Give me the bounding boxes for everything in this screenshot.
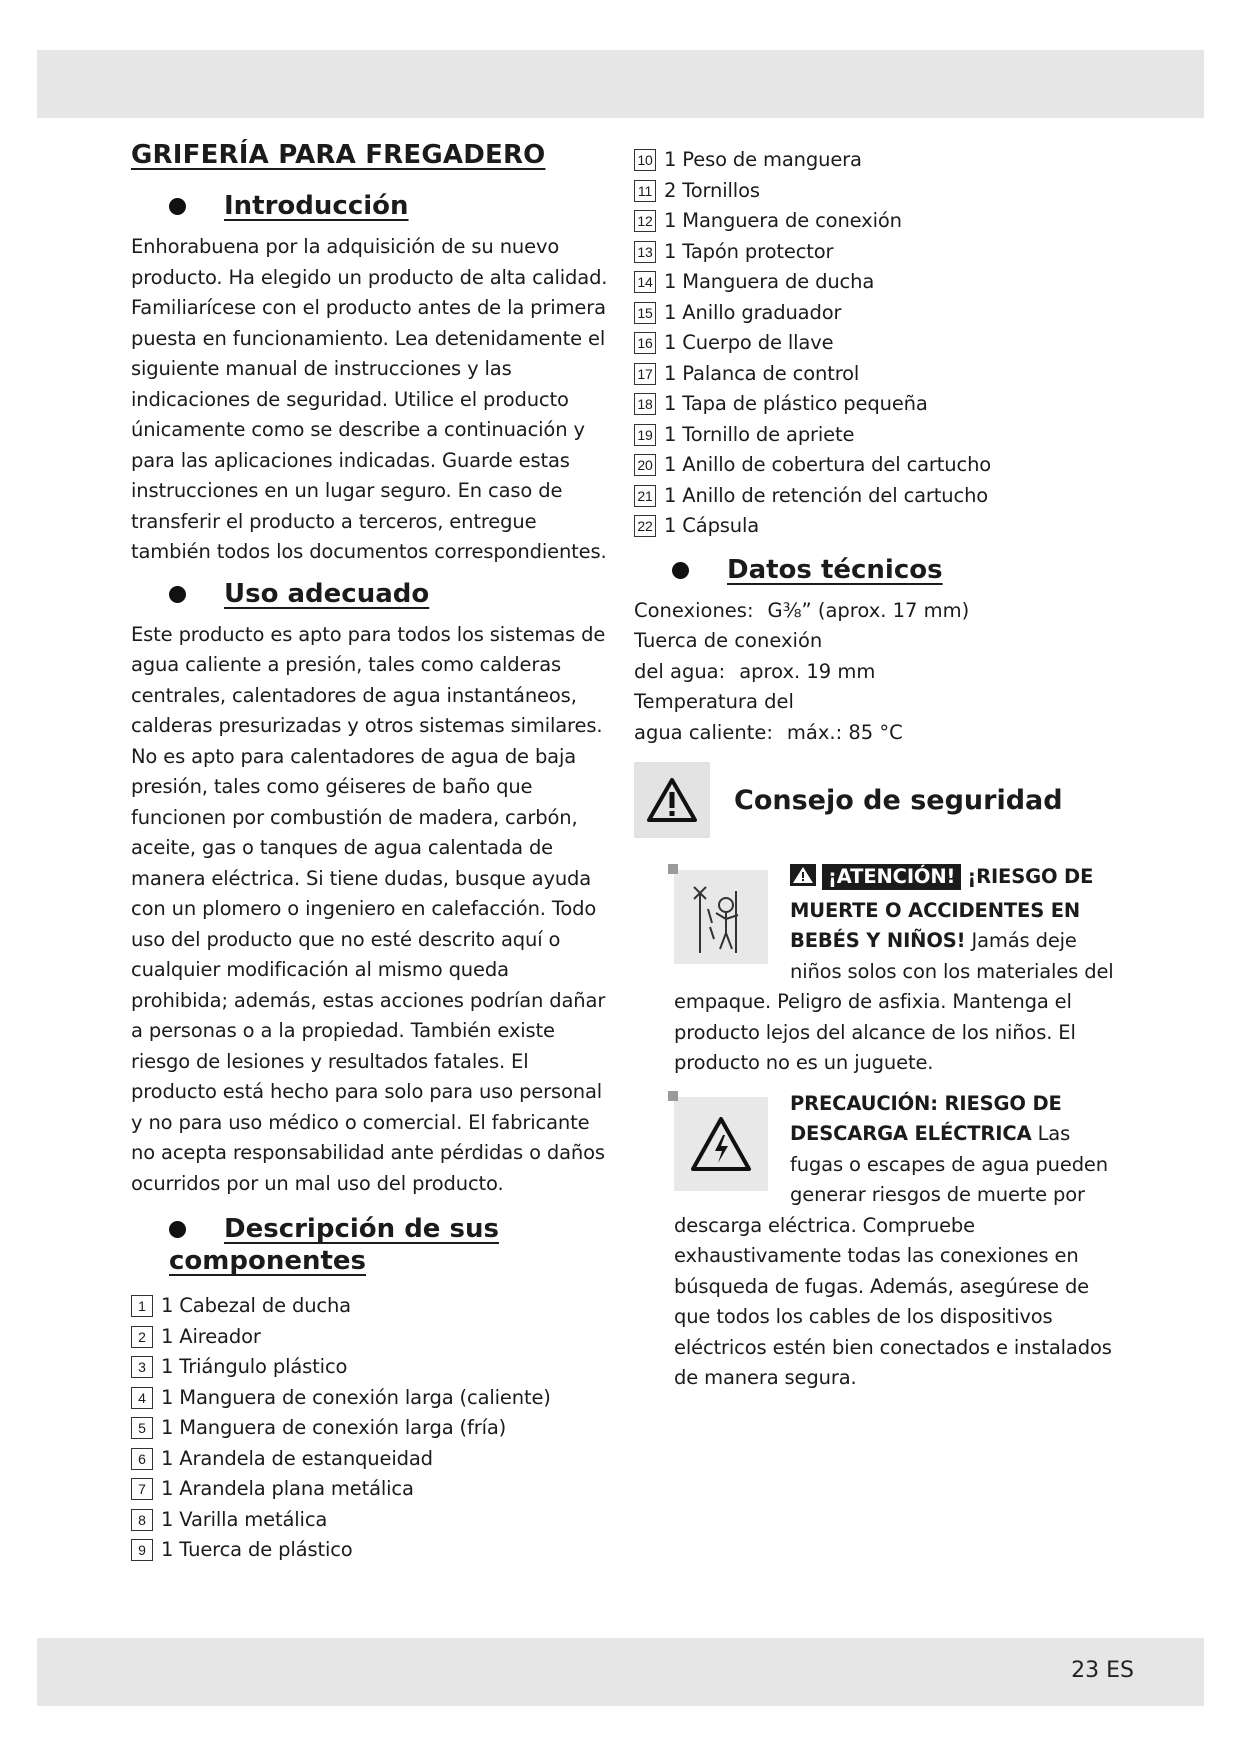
- component-label: 1 Manguera de conexión: [664, 209, 902, 232]
- intro-heading: Introducción: [131, 190, 611, 222]
- component-label: 1 Arandela plana metálica: [161, 1477, 414, 1500]
- component-item: [634, 267, 1114, 298]
- component-number: 16: [634, 332, 656, 354]
- warning-electric: [674, 1089, 1114, 1394]
- component-item: [634, 145, 1114, 176]
- tech-heading: Datos técnicos: [634, 554, 1114, 586]
- component-item: [634, 206, 1114, 237]
- component-label: 1 Tapa de plástico pequeña: [664, 392, 928, 415]
- bullet-icon: [169, 1221, 186, 1238]
- component-label: 1 Anillo de cobertura del cartucho: [664, 453, 992, 476]
- component-item: [634, 481, 1114, 512]
- header-band: [37, 50, 1204, 118]
- electric-hazard-icon: [674, 1097, 768, 1191]
- component-label: 1 Cuerpo de llave: [664, 331, 834, 354]
- component-number: 8: [131, 1509, 153, 1531]
- component-number: 13: [634, 241, 656, 263]
- component-label: 1 Tapón protector: [664, 239, 834, 263]
- component-item: [131, 1474, 611, 1505]
- component-item: [131, 1291, 611, 1322]
- component-number: 15: [634, 302, 656, 324]
- child-hazard-icon: [674, 870, 768, 964]
- component-label: 1 Varilla metálica: [161, 1507, 328, 1531]
- component-label: 1 Manguera de conexión larga (fría): [161, 1416, 507, 1439]
- footer-band: [37, 1638, 1204, 1706]
- tech-caliente: agua caliente: máx.: 85 °C: [634, 720, 903, 744]
- component-item: [131, 1505, 611, 1536]
- component-number: 17: [634, 363, 656, 385]
- component-label: 1 Anillo de retención del cartucho: [664, 483, 989, 507]
- component-label: 1 Anillo graduador: [664, 300, 842, 324]
- page-title: GRIFERÍA PARA FREGADERO: [131, 140, 546, 170]
- component-label: 1 Cabezal de ducha: [161, 1294, 351, 1317]
- component-number: 21: [634, 485, 656, 507]
- component-number: 19: [634, 424, 656, 446]
- component-item: [131, 1322, 611, 1353]
- warning-triangle-icon: [634, 762, 710, 838]
- page-number: 23 ES: [1071, 1658, 1134, 1683]
- component-item: [634, 511, 1114, 542]
- component-number: 2: [131, 1326, 153, 1348]
- component-number: 11: [634, 180, 656, 202]
- component-number: 22: [634, 515, 656, 537]
- warning-children-text: ¡ATENCIÓN! ¡RIESGO DE MUERTE O ACCIDENTES EN BEBÉS Y NIÑOS! Jamás deje niños solos con los materiales del empaque. Peligro de asfixia. Mantenga el producto lejos del alcance de los niños. El producto no es un juguete.: [674, 865, 1114, 1074]
- component-label: 1 Peso de manguera: [664, 148, 862, 171]
- components-list-left: [131, 1291, 611, 1566]
- component-label: 1 Tornillo de apriete: [664, 422, 855, 446]
- tech-temperatura: Temperatura del: [634, 690, 794, 713]
- components-heading: Descripción de sus componentes: [169, 1214, 499, 1276]
- component-item: [131, 1352, 611, 1383]
- bullet-icon: [672, 562, 689, 579]
- warning-children: [674, 862, 1114, 1079]
- component-number: 20: [634, 454, 656, 476]
- small-warning-icon: [790, 864, 816, 896]
- component-item: [634, 298, 1114, 329]
- component-number: 4: [131, 1387, 153, 1409]
- component-item: [634, 389, 1114, 420]
- component-number: 3: [131, 1356, 153, 1378]
- component-label: 1 Triángulo plástico: [161, 1355, 348, 1378]
- component-item: [634, 328, 1114, 359]
- component-item: [131, 1535, 611, 1566]
- component-label: 1 Cápsula: [664, 514, 760, 537]
- tech-agua: del agua: aprox. 19 mm: [634, 659, 876, 683]
- component-item: [634, 237, 1114, 268]
- uso-text: Este producto es apto para todos los sistemas de agua caliente a presión, tales como calderas centrales, calentadores de agua instantáneos, calderas presurizadas y otros sistemas similares. No es apto para calentadores de agua de baja presión, tales como géiseres de baño que funcionen por combustión de madera, carbón, aceite, gas o tanques de agua calentada de manera eléctrica. Si tiene dudas, busque ayuda con un plomero o ingeniero en calefacción. Todo uso del producto que no esté descrito aquí o cualquier modificación al mismo queda prohibida; además, estas acciones podrían dañar a personas o a la propiedad. También existe riesgo de lesiones y resultados fatales. El producto está hecho para solo para uso personal y no para uso médico o comercial. El fabricante no acepta responsabilidad ante pérdidas o daños ocurridos por un mal uso del producto.: [131, 622, 606, 1195]
- right-column: [634, 145, 1114, 1400]
- component-label: 1 Manguera de conexión larga (caliente): [161, 1385, 551, 1409]
- component-item: [634, 359, 1114, 390]
- component-number: 18: [634, 393, 656, 415]
- component-number: 7: [131, 1478, 153, 1500]
- component-number: 9: [131, 1539, 153, 1561]
- component-item: [634, 450, 1114, 481]
- component-number: 6: [131, 1448, 153, 1470]
- component-label: 1 Manguera de ducha: [664, 270, 875, 293]
- component-item: [131, 1413, 611, 1444]
- component-number: 12: [634, 210, 656, 232]
- component-number: 1: [131, 1295, 153, 1317]
- component-number: 10: [634, 149, 656, 171]
- bullet-icon: [169, 198, 186, 215]
- components-list-right: [634, 145, 1114, 542]
- component-item: [634, 176, 1114, 207]
- bullet-icon: [169, 586, 186, 603]
- component-label: 1 Palanca de control: [664, 361, 860, 385]
- warning-electric-text: PRECAUCIÓN: RIESGO DE DESCARGA ELÉCTRICA Las fugas o escapes de agua pueden generar riesgos de muerte por descarga eléctrica. Compruebe exhaustivamente todas las conexiones en búsqueda de fugas. Además, asegúrese de que todos los cables de los dispositivos eléctricos estén bien conectados e instalados de manera segura.: [674, 1091, 1112, 1389]
- uso-heading: Uso adecuado: [131, 578, 611, 610]
- safety-heading: Consejo de seguridad: [634, 762, 1114, 838]
- component-item: [131, 1383, 611, 1414]
- intro-text: Enhorabuena por la adquisición de su nuevo producto. Ha elegido un producto de alta calidad. Familiarícese con el producto antes de la primera puesta en funcionamiento. Lea detenidamente el siguiente manual de instrucciones y las indicaciones de seguridad. Utilice el producto únicamente como se describe a continuación y para las aplicaciones indicadas. Guarde estas instrucciones en un lugar seguro. En caso de transferir el producto a terceros, entregue también todos los documentos correspondientes.: [131, 235, 608, 563]
- component-label: 2 Tornillos: [664, 178, 760, 202]
- tech-conexiones: Conexiones: G⅜” (aprox. 17 mm): [634, 598, 970, 622]
- left-column: [131, 140, 611, 1566]
- component-number: 5: [131, 1417, 153, 1439]
- component-item: [131, 1444, 611, 1475]
- component-label: 1 Arandela de estanqueidad: [161, 1446, 433, 1470]
- component-number: 14: [634, 271, 656, 293]
- tech-tuerca: Tuerca de conexión: [634, 629, 823, 652]
- component-label: 1 Tuerca de plástico: [161, 1538, 353, 1561]
- component-item: [634, 420, 1114, 451]
- component-label: 1 Aireador: [161, 1324, 261, 1348]
